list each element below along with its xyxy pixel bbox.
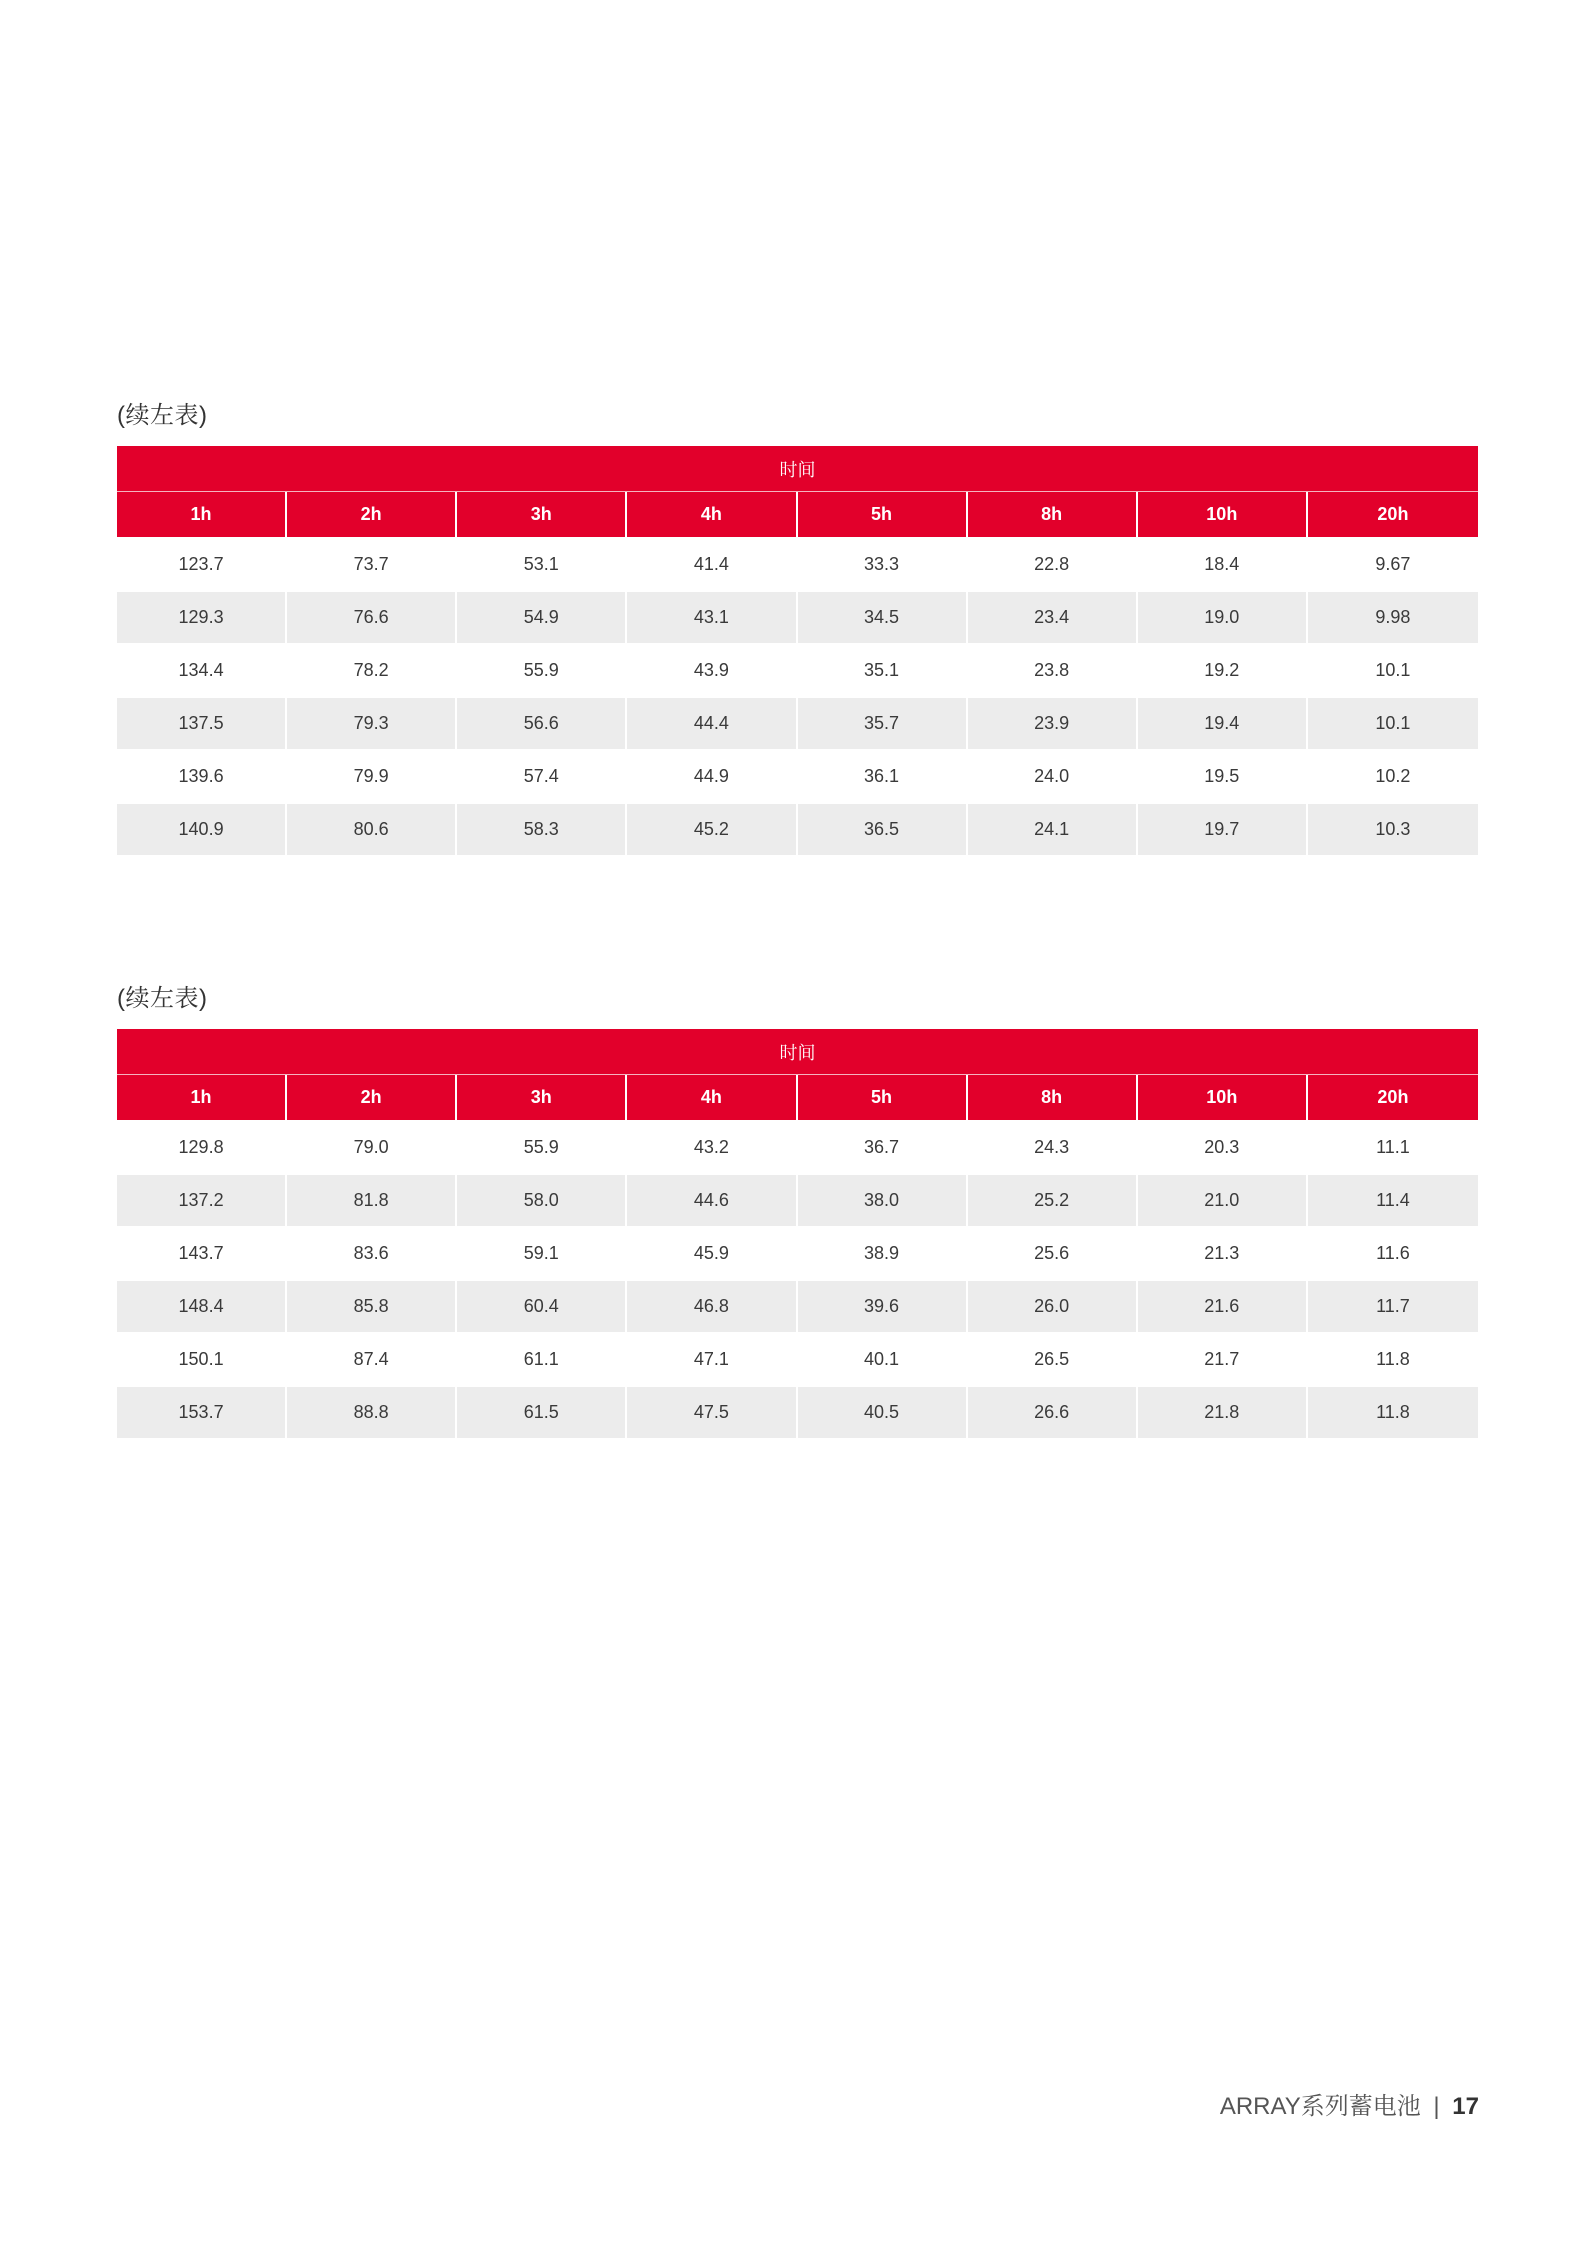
table-cell: 76.6 xyxy=(287,590,457,643)
table-cell: 19.2 xyxy=(1138,643,1308,696)
table-cell: 36.7 xyxy=(798,1120,968,1173)
table-row xyxy=(117,537,1478,590)
table-section-1 xyxy=(117,400,1478,855)
table-cell: 58.0 xyxy=(457,1173,627,1226)
column-header: 1h xyxy=(117,1075,287,1120)
table-cell: 25.2 xyxy=(968,1173,1138,1226)
table-body xyxy=(117,537,1478,855)
table-cell: 58.3 xyxy=(457,802,627,855)
table-cell: 26.5 xyxy=(968,1332,1138,1385)
table-cell: 19.7 xyxy=(1138,802,1308,855)
section-label: (续左表) xyxy=(117,402,208,429)
table-cell: 123.7 xyxy=(117,537,287,590)
table-cell: 43.1 xyxy=(627,590,797,643)
table-cell: 21.0 xyxy=(1138,1173,1308,1226)
column-header: 10h xyxy=(1138,492,1308,537)
table-cell: 47.5 xyxy=(627,1385,797,1438)
table-cell: 9.98 xyxy=(1308,590,1478,643)
table-body xyxy=(117,1120,1478,1438)
table-cell: 38.0 xyxy=(798,1173,968,1226)
table-cell: 61.1 xyxy=(457,1332,627,1385)
table-cell: 129.8 xyxy=(117,1120,287,1173)
table-cell: 143.7 xyxy=(117,1226,287,1279)
footer-title: ARRAY系列蓄电池 xyxy=(1219,2093,1421,2120)
table-cell: 35.7 xyxy=(798,696,968,749)
column-header: 8h xyxy=(968,492,1138,537)
table-cell: 19.4 xyxy=(1138,696,1308,749)
table-cell: 73.7 xyxy=(287,537,457,590)
table-cell: 21.3 xyxy=(1138,1226,1308,1279)
column-header: 8h xyxy=(968,1075,1138,1120)
table-row xyxy=(117,1120,1478,1173)
footer-separator: | xyxy=(1433,2093,1440,2120)
table-row xyxy=(117,749,1478,802)
table-cell: 38.9 xyxy=(798,1226,968,1279)
table-cell: 35.1 xyxy=(798,643,968,696)
table-cell: 46.8 xyxy=(627,1279,797,1332)
table-cell: 137.2 xyxy=(117,1173,287,1226)
table-cell: 10.3 xyxy=(1308,802,1478,855)
table-cell: 60.4 xyxy=(457,1279,627,1332)
table-cell: 25.6 xyxy=(968,1226,1138,1279)
table-cell: 78.2 xyxy=(287,643,457,696)
table-cell: 9.67 xyxy=(1308,537,1478,590)
group-header-time: 时间 xyxy=(117,1029,1478,1075)
discharge-table-1 xyxy=(117,446,1478,855)
table-cell: 11.4 xyxy=(1308,1173,1478,1226)
table-cell: 43.2 xyxy=(627,1120,797,1173)
table-cell: 10.1 xyxy=(1308,696,1478,749)
discharge-table-2 xyxy=(117,1029,1478,1438)
table-cell: 18.4 xyxy=(1138,537,1308,590)
table-cell: 11.1 xyxy=(1308,1120,1478,1173)
table-cell: 26.6 xyxy=(968,1385,1138,1438)
table-cell: 137.5 xyxy=(117,696,287,749)
table-cell: 11.8 xyxy=(1308,1332,1478,1385)
column-header: 3h xyxy=(457,1075,627,1120)
page-footer xyxy=(1220,2090,1479,2124)
table-cell: 11.8 xyxy=(1308,1385,1478,1438)
table-cell: 54.9 xyxy=(457,590,627,643)
column-header: 2h xyxy=(287,492,457,537)
table-cell: 55.9 xyxy=(457,1120,627,1173)
table-cell: 88.8 xyxy=(287,1385,457,1438)
table-cell: 81.8 xyxy=(287,1173,457,1226)
table-row xyxy=(117,1226,1478,1279)
table-row xyxy=(117,1279,1478,1332)
column-header: 4h xyxy=(627,492,797,537)
table-cell: 11.7 xyxy=(1308,1279,1478,1332)
table-cell: 45.2 xyxy=(627,802,797,855)
table-cell: 47.1 xyxy=(627,1332,797,1385)
table-cell: 45.9 xyxy=(627,1226,797,1279)
table-cell: 24.3 xyxy=(968,1120,1138,1173)
table-cell: 79.3 xyxy=(287,696,457,749)
column-header: 5h xyxy=(798,1075,968,1120)
table-cell: 83.6 xyxy=(287,1226,457,1279)
table-cell: 44.4 xyxy=(627,696,797,749)
column-header-row xyxy=(117,492,1478,537)
table-row xyxy=(117,1173,1478,1226)
table-cell: 23.4 xyxy=(968,590,1138,643)
table-row xyxy=(117,802,1478,855)
column-header: 3h xyxy=(457,492,627,537)
table-row xyxy=(117,696,1478,749)
table-cell: 53.1 xyxy=(457,537,627,590)
table-cell: 80.6 xyxy=(287,802,457,855)
table-row xyxy=(117,1332,1478,1385)
table-cell: 21.7 xyxy=(1138,1332,1308,1385)
table-row xyxy=(117,1385,1478,1438)
table-cell: 43.9 xyxy=(627,643,797,696)
table-cell: 33.3 xyxy=(798,537,968,590)
table-cell: 23.9 xyxy=(968,696,1138,749)
table-cell: 19.5 xyxy=(1138,749,1308,802)
column-header: 10h xyxy=(1138,1075,1308,1120)
table-cell: 56.6 xyxy=(457,696,627,749)
table-cell: 41.4 xyxy=(627,537,797,590)
column-header: 20h xyxy=(1308,492,1478,537)
table-cell: 55.9 xyxy=(457,643,627,696)
table-cell: 79.0 xyxy=(287,1120,457,1173)
table-cell: 61.5 xyxy=(457,1385,627,1438)
table-cell: 23.8 xyxy=(968,643,1138,696)
table-cell: 36.5 xyxy=(798,802,968,855)
table-cell: 57.4 xyxy=(457,749,627,802)
column-header: 20h xyxy=(1308,1075,1478,1120)
table-cell: 87.4 xyxy=(287,1332,457,1385)
table-cell: 129.3 xyxy=(117,590,287,643)
group-header-time: 时间 xyxy=(117,446,1478,492)
table-cell: 139.6 xyxy=(117,749,287,802)
table-cell: 26.0 xyxy=(968,1279,1138,1332)
table-cell: 34.5 xyxy=(798,590,968,643)
table-cell: 153.7 xyxy=(117,1385,287,1438)
table-cell: 10.1 xyxy=(1308,643,1478,696)
section-label: (续左表) xyxy=(117,985,208,1012)
column-header: 4h xyxy=(627,1075,797,1120)
table-cell: 79.9 xyxy=(287,749,457,802)
table-row xyxy=(117,590,1478,643)
table-cell: 40.5 xyxy=(798,1385,968,1438)
table-cell: 40.1 xyxy=(798,1332,968,1385)
table-cell: 21.8 xyxy=(1138,1385,1308,1438)
table-cell: 36.1 xyxy=(798,749,968,802)
column-header: 5h xyxy=(798,492,968,537)
page-number: 17 xyxy=(1452,2093,1479,2120)
table-cell: 44.9 xyxy=(627,749,797,802)
table-cell: 134.4 xyxy=(117,643,287,696)
table-cell: 20.3 xyxy=(1138,1120,1308,1173)
table-cell: 24.0 xyxy=(968,749,1138,802)
column-header-row xyxy=(117,1075,1478,1120)
table-row xyxy=(117,643,1478,696)
table-cell: 39.6 xyxy=(798,1279,968,1332)
table-cell: 59.1 xyxy=(457,1226,627,1279)
table-cell: 150.1 xyxy=(117,1332,287,1385)
table-cell: 148.4 xyxy=(117,1279,287,1332)
column-header: 1h xyxy=(117,492,287,537)
table-cell: 21.6 xyxy=(1138,1279,1308,1332)
table-cell: 24.1 xyxy=(968,802,1138,855)
table-cell: 19.0 xyxy=(1138,590,1308,643)
table-section-2 xyxy=(117,983,1478,1438)
column-header: 2h xyxy=(287,1075,457,1120)
group-header-row xyxy=(117,446,1478,492)
table-cell: 11.6 xyxy=(1308,1226,1478,1279)
table-cell: 44.6 xyxy=(627,1173,797,1226)
table-cell: 22.8 xyxy=(968,537,1138,590)
table-cell: 10.2 xyxy=(1308,749,1478,802)
table-cell: 85.8 xyxy=(287,1279,457,1332)
table-cell: 140.9 xyxy=(117,802,287,855)
group-header-row xyxy=(117,1029,1478,1075)
